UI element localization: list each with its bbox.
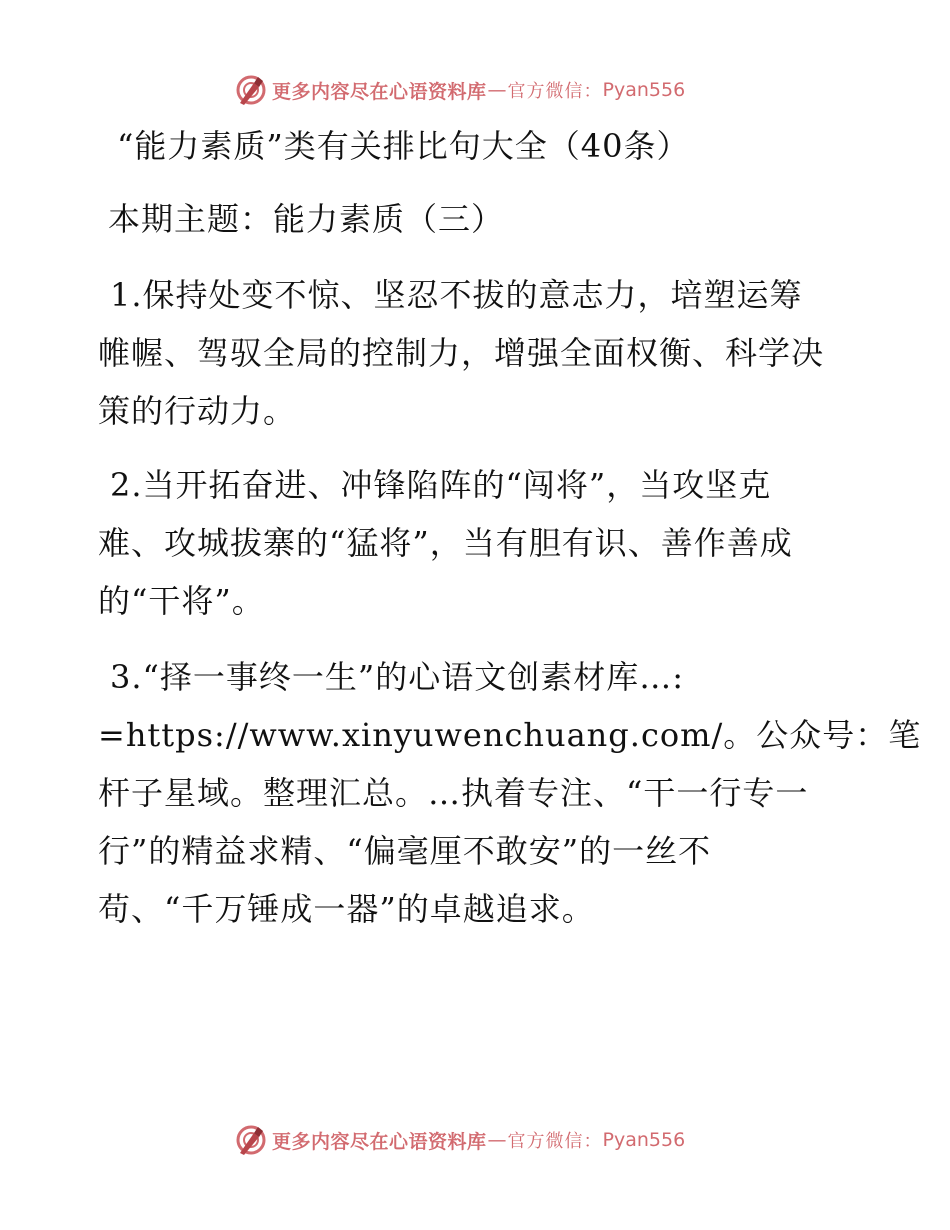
watermark-wechat-id: Pyan556 bbox=[602, 1129, 686, 1151]
paragraph-line: 帷幄、驾驭全局的控制力，增强全面权衡、科学决 bbox=[98, 334, 825, 372]
paragraph-1 bbox=[98, 266, 858, 440]
paragraph-line: 1.保持处变不惊、坚忍不拔的意志力，培塑运筹 bbox=[110, 276, 803, 314]
paragraph-line: 苟、“千万锤成一器”的卓越追求。 bbox=[98, 890, 595, 928]
watermark-official-label: 官方微信： bbox=[507, 81, 603, 102]
paragraph-line: 的“干将”。 bbox=[98, 582, 265, 620]
pen-logo-icon bbox=[234, 1123, 268, 1157]
paragraph-line: 2.当开拓奋进、冲锋陷阵的“闯将”，当攻坚克 bbox=[110, 466, 772, 504]
document-theme: 本期主题：能力素质（三） bbox=[108, 200, 505, 238]
footer-watermark bbox=[234, 1122, 685, 1158]
watermark-dash: — bbox=[487, 79, 507, 101]
watermark-wechat-id: Pyan556 bbox=[602, 79, 686, 101]
paragraph-2 bbox=[98, 456, 858, 630]
watermark-dash: — bbox=[487, 1129, 507, 1151]
paragraph-line: =https://www.xinyuwenchuang.com/。公众号：笔 bbox=[98, 716, 922, 754]
paragraph-line: 行”的精益求精、“偏毫厘不敢安”的一丝不 bbox=[98, 832, 712, 870]
watermark-main-text: 更多内容尽在心语资料库 bbox=[272, 80, 487, 103]
header-watermark bbox=[234, 72, 685, 108]
watermark-main-text: 更多内容尽在心语资料库 bbox=[272, 1130, 487, 1153]
paragraph-line: 难、攻城拔寨的“猛将”，当有胆有识、善作善成 bbox=[98, 524, 793, 562]
pen-logo-icon bbox=[234, 73, 268, 107]
paragraph-line: 策的行动力。 bbox=[98, 392, 297, 430]
paragraph-line: 杆子星域。整理汇总。…执着专注、“干一行专一 bbox=[98, 774, 809, 812]
document-title: “能力素质”类有关排比句大全（40条） bbox=[117, 127, 690, 165]
paragraph-3 bbox=[98, 648, 922, 938]
watermark-official-label: 官方微信： bbox=[507, 1131, 603, 1152]
paragraph-line: 3.“择一事终一生”的心语文创素材库…: bbox=[110, 658, 685, 696]
